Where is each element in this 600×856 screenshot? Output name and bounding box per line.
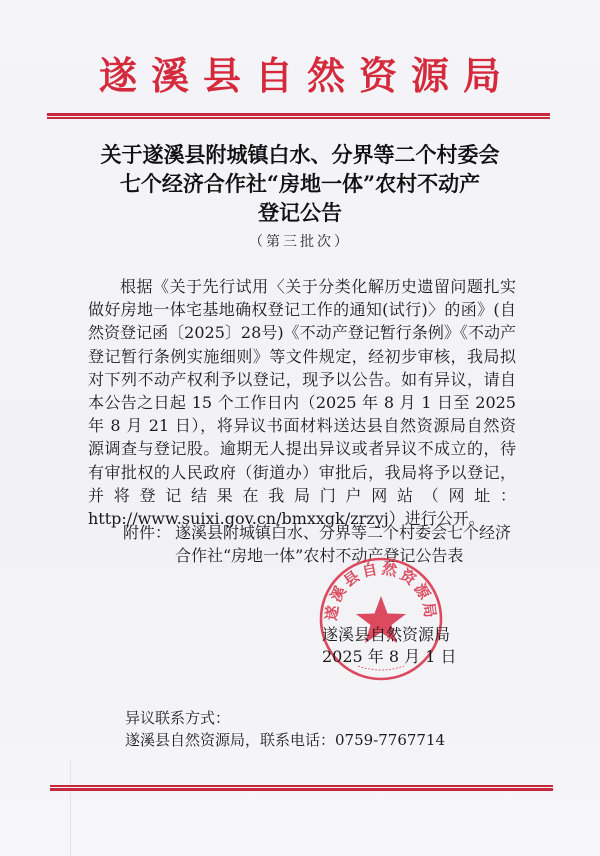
body-line: 根据《关于先行试用〈关于分类化解历史遗留问题扎实 <box>120 277 516 296</box>
seal-ring-text: 遂溪县自然资源局 <box>322 559 440 622</box>
body-line: 做好房地一体宅基地确权登记工作的通知(试行)〉的函》(自 <box>88 300 516 320</box>
title-line-3: 登记公告 <box>258 200 342 225</box>
attachment-label: 附件： <box>123 523 172 542</box>
document-title <box>40 140 560 227</box>
contact-info <box>125 707 445 751</box>
body-line: 源调查与登记股。逾期无人提出异议或者异议不成立的，待 <box>88 439 516 459</box>
contact-heading: 异议联系方式： <box>125 709 231 727</box>
body-line: 登记暂行条例实施细则》等文件规定，经初步审核，我局拟 <box>88 346 516 366</box>
body-line: 本公告之日起 15 个工作日内（2025 年 8 月 1 日至 2025 <box>88 392 516 412</box>
signature-date: 2025 年 8 月 1 日 <box>322 647 457 666</box>
body-line: 有审批权的人民政府（街道办）审批后，我局将予以登记， <box>88 462 516 482</box>
signature-block <box>322 624 482 668</box>
contact-line: 遂溪县自然资源局，联系电话：0759-7767714 <box>125 731 446 749</box>
notice-body <box>88 275 516 530</box>
body-line-website: http://www.suixi.gov.cn/bmxxgk/zrzyj）进行公开。 <box>88 508 485 528</box>
title-line-2: 七个经济合作社“房地一体”农村不动产 <box>119 171 481 196</box>
scan-margin-line <box>70 760 71 856</box>
signature-organization: 遂溪县自然资源局 <box>322 625 451 644</box>
body-line: 对下列不动产权利予以登记，现予以公告。如有异议，请自 <box>88 369 516 389</box>
attachment-line-1: 遂溪县附城镇白水、分界等二个村委会七个经济 <box>175 523 512 542</box>
body-line: 并将登记结果在我局门户网站（网址： <box>88 485 516 505</box>
org-header: 遂溪县自然资源局 <box>98 53 515 98</box>
body-line: 然资登记函〔2025〕28号)《不动产登记暂行条例》《不动产 <box>88 323 516 343</box>
attachment-line-2: 合作社“房地一体”农村不动产登记公告表 <box>175 546 464 565</box>
body-line: 年 8 月 21 日），将异议书面材料送达县自然资源局自然资 <box>88 416 516 436</box>
title-line-1: 关于遂溪县附城镇白水、分界等二个村委会 <box>100 142 500 167</box>
header-red-double-rule <box>47 113 550 119</box>
footer-red-double-rule <box>50 785 553 791</box>
batch-label: （第三批次） <box>249 234 351 250</box>
